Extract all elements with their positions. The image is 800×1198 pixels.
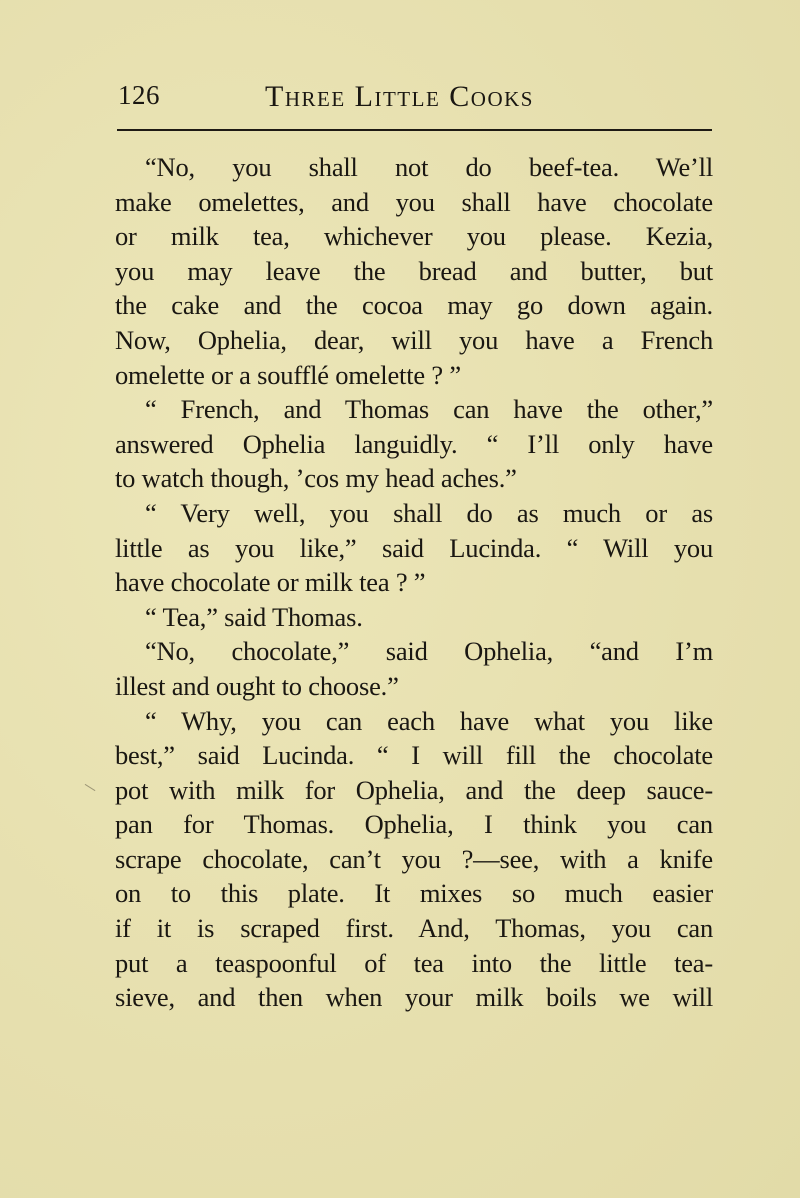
text-line: “ Very well, you shall do as much or as — [145, 497, 713, 528]
text-line: on to this plate. It mixes so much easier — [115, 878, 713, 909]
text-line: “ Why, you can each have what you like — [145, 705, 713, 736]
text-line: make omelettes, and you shall have chocolate — [115, 186, 713, 217]
text-line: or milk tea, whichever you please. Kezia, — [115, 221, 713, 252]
running-title: Three Little Cooks — [265, 80, 534, 113]
text-line: omelette or a soufflé omelette ? ” — [115, 359, 461, 390]
text-line: sieve, and then when your milk boils we will — [115, 982, 713, 1013]
text-line: “ French, and Thomas can have the other,” — [145, 394, 713, 425]
page-number: 126 — [118, 80, 160, 110]
text-line: illest and ought to choose.” — [115, 670, 399, 701]
running-head — [115, 80, 713, 120]
text-line: “No, you shall not do beef-tea. We’ll — [145, 152, 713, 182]
text-line: “ Tea,” said Thomas. — [145, 601, 363, 632]
text-line: answered Ophelia languidly. “ I’ll only have — [115, 428, 713, 459]
body-text — [115, 150, 713, 1015]
stray-ink-mark — [85, 784, 96, 791]
text-line: best,” said Lucinda. “ I will fill the chocolate — [115, 740, 713, 771]
text-line: put a teaspoonful of tea into the little tea- — [115, 947, 713, 978]
text-line: “No, chocolate,” said Ophelia, “and I’m — [145, 636, 713, 667]
text-line: scrape chocolate, can’t you ?—see, with a knife — [115, 843, 713, 874]
text-line: to watch though, ’cos my head aches.” — [115, 463, 517, 494]
text-line: pot with milk for Ophelia, and the deep sauce- — [115, 774, 713, 805]
text-line: have chocolate or milk tea ? ” — [115, 567, 426, 598]
header-rule — [117, 129, 712, 131]
text-line: the cake and the cocoa may go down again. — [115, 290, 713, 321]
text-line: Now, Ophelia, dear, will you have a French — [115, 324, 713, 355]
text-line: you may leave the bread and butter, but — [115, 255, 713, 286]
text-line: if it is scraped first. And, Thomas, you can — [115, 913, 713, 944]
text-line: little as you like,” said Lucinda. “ Will you — [115, 532, 713, 563]
text-line: pan for Thomas. Ophelia, I think you can — [115, 809, 713, 840]
